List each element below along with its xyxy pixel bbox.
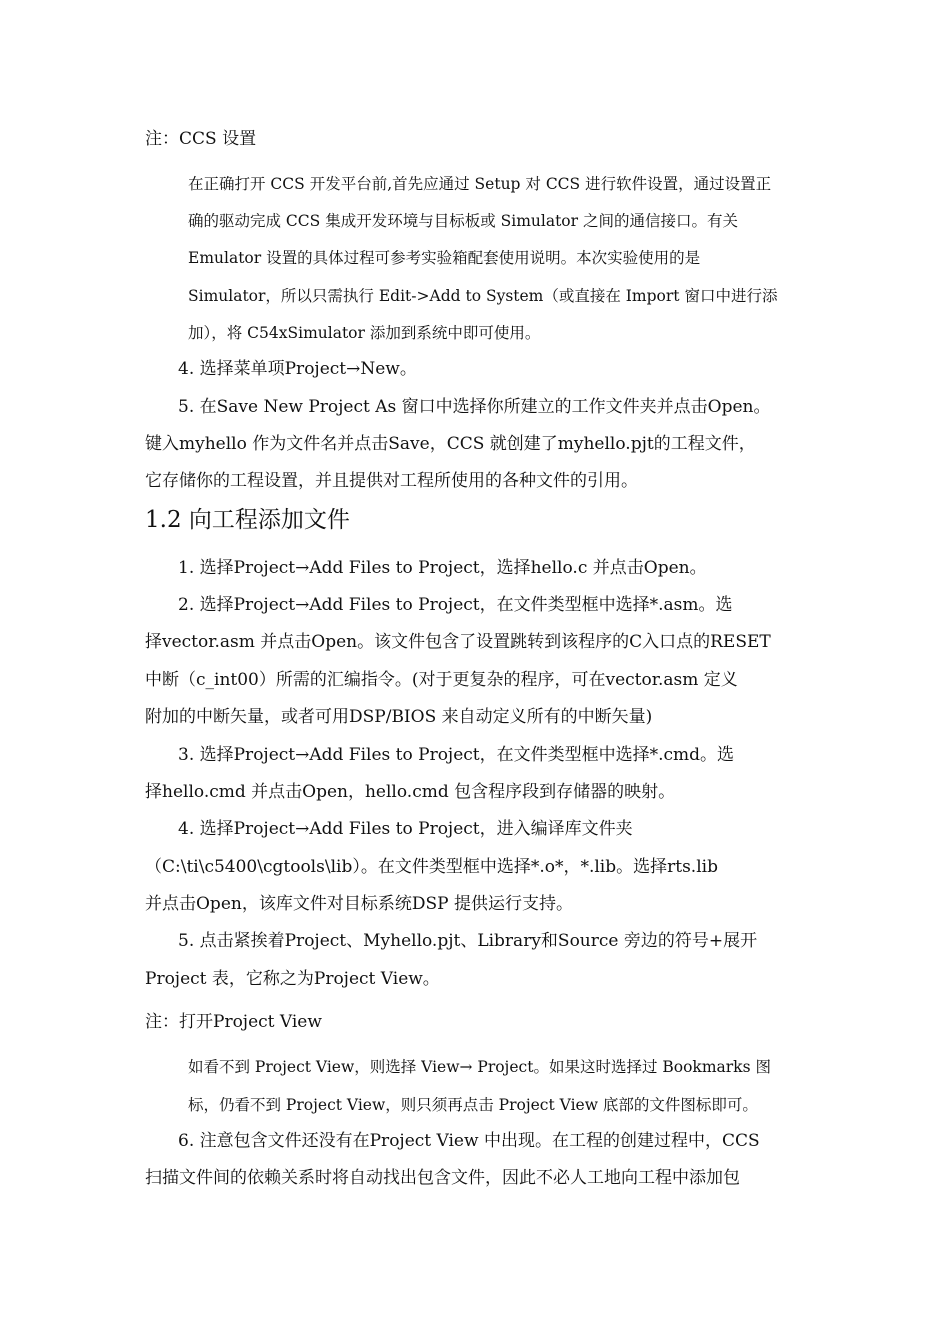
note-title: 注：打开Project View xyxy=(145,1012,322,1032)
paragraph-line: 中断（c_int00）所需的汇编指令。(对于更复杂的程序，可在vector.asm 定义 xyxy=(145,670,738,690)
paragraph-line: 5. 在Save New Project As 窗口中选择你所建立的工作文件夹并点击Open。 xyxy=(178,397,771,417)
note-line: 加），将 C54xSimulator 添加到系统中即可使用。 xyxy=(188,324,541,342)
paragraph-line: 2. 选择Project→Add Files to Project，在文件类型框中选择*.asm。选 xyxy=(178,595,733,615)
note-line: 标，仍看不到 Project View，则只须再点击 Project View 底部的文件图标即可。 xyxy=(188,1096,758,1114)
paragraph-line: 择hello.cmd 并点击Open，hello.cmd 包含程序段到存储器的映射。 xyxy=(145,782,676,802)
paragraph-line: 附加的中断矢量，或者可用DSP/BIOS 来自动定义所有的中断矢量) xyxy=(145,707,653,727)
paragraph-line: 4. 选择Project→Add Files to Project，进入编译库文件夹 xyxy=(178,819,633,839)
paragraph-line: 键入myhello 作为文件名并点击Save，CCS 就创建了myhello.pjt的工程文件， xyxy=(145,434,756,454)
paragraph-line: 4. 选择菜单项Project→New。 xyxy=(178,359,417,379)
paragraph-line: 5. 点击紧挨着Project、Myhello.pjt、Library和Source 旁边的符号+展开 xyxy=(178,931,758,951)
paragraph-line: 并点击Open，该库文件对目标系统DSP 提供运行支持。 xyxy=(145,894,573,914)
paragraph-line: 它存储你的工程设置，并且提供对工程所使用的各种文件的引用。 xyxy=(145,471,638,491)
paragraph-line: Project 表，它称之为Project View。 xyxy=(145,969,440,989)
paragraph-line: 6. 注意包含文件还没有在Project View 中出现。在工程的创建过程中，CCS xyxy=(178,1131,760,1151)
paragraph-line: 1. 选择Project→Add Files to Project，选择hello.c 并点击Open。 xyxy=(178,558,707,578)
note-title: 注：CCS 设置 xyxy=(145,129,257,149)
note-line: 在正确打开 CCS 开发平台前,首先应通过 Setup 对 CCS 进行软件设置，通过设置正 xyxy=(188,175,772,193)
note-line: 如看不到 Project View，则选择 View→ Project。如果这时选择过 Bookmarks 图 xyxy=(188,1058,771,1076)
paragraph-line: 择vector.asm 并点击Open。该文件包含了设置跳转到该程序的C入口点的RESET xyxy=(145,632,771,652)
paragraph-line: 3. 选择Project→Add Files to Project，在文件类型框中选择*.cmd。选 xyxy=(178,745,735,765)
note-line: Emulator 设置的具体过程可参考实验箱配套使用说明。本次实验使用的是 xyxy=(188,249,701,267)
paragraph-line: （C:\ti\c5400\cgtools\lib）。在文件类型框中选择*.o*，*.lib。选择rts.lib xyxy=(145,857,718,877)
note-line: 确的驱动完成 CCS 集成开发环境与目标板或 Simulator 之间的通信接口。有关 xyxy=(188,212,738,230)
note-line: Simulator，所以只需执行 Edit->Add to System（或直接在 Import 窗口中进行添 xyxy=(188,287,778,305)
section-heading: 1.2 向工程添加文件 xyxy=(145,507,350,533)
paragraph-line: 扫描文件间的依赖关系时将自动找出包含文件，因此不必人工地向工程中添加包 xyxy=(145,1168,740,1188)
